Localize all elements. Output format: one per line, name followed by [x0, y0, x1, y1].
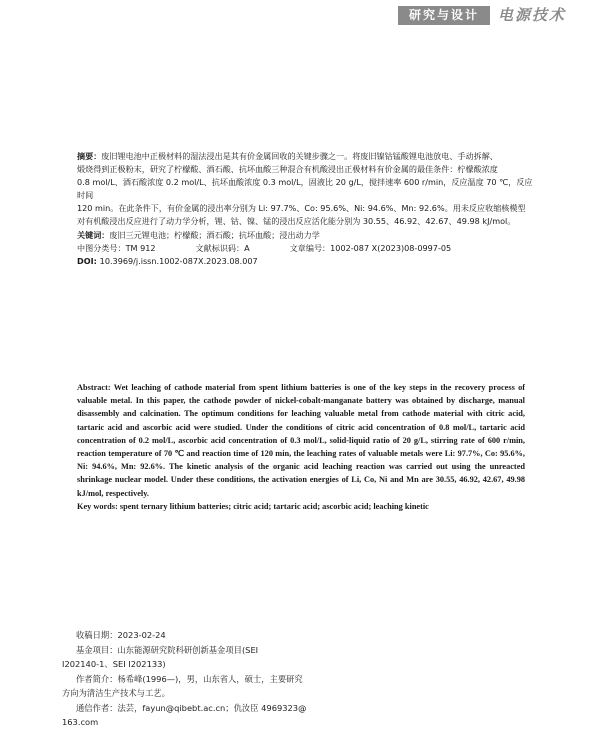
author-line-1: 作者简介：杨希峰(1996—)，男，山东省人，硕士，主要研究 [76, 673, 303, 684]
cn-abstract-line-3: 0.8 mol/L、酒石酸浓度 0.2 mol/L、抗坏血酸浓度 0.3 mol/L，固液比 20 g/L，搅拌速率 600 r/min，反应温度 70 ℃，反应时间 [77, 177, 533, 201]
cn-classification-line [77, 242, 537, 255]
author-line-2: 方向为清洁生产技术与工艺。 [62, 688, 170, 698]
document-code: 文献标识码：A [195, 242, 250, 253]
clc-number: 中图分类号：TM 912 [77, 242, 156, 253]
cn-abstract-label: 摘要： [77, 151, 102, 161]
en-abstract-body: Abstract: Wet leaching of cathode material from spent lithium batteries is one of the key steps in the recovery process of valuable metal. In this paper, the cathode powder of nickel-cobalt-manganate battery was obtained by discharge, manual disassembly and calcination. The optimum conditions for leaching valuable metal from cathode material with citric acid, tartaric acid and ascorbic acid were studied. Under the conditions of citric acid concentration of 0.8 mol/L, tartaric acid concentration of 0.2 mol/L, ascorbic acid concentration of 0.3 mol/L, solid-liquid ratio of 20 g/L, stirring rate of 600 r/min, reaction temperature of 70 ℃ and reaction time of 120 min, the leaching rates of valuable metals were Li: 97.7%, Co: 95.6%, Ni: 94.6%, Mn: 92.6%. The kinetic analysis of the organic acid leaching reaction was carried out using the unreacted shrinkage nuclear model. Under these conditions, the activation energies of Li, Co, Ni and Mn are 30.55, 46.92, 42.67, 49.98 kJ/mol, respectively. [77, 383, 525, 498]
fund-line-2: I202140-1、SEI I202133) [62, 659, 166, 669]
page-header [398, 0, 600, 30]
journal-brand: 电源技术 [498, 6, 567, 24]
english-abstract [77, 381, 525, 513]
cn-keywords: 关键词：废旧三元锂电池；柠檬酸；酒石酸；抗坏血酸；浸出动力学 [77, 229, 320, 240]
cn-abstract-line-1: 摘要：废旧锂电池中正极材料的湿法浸出是其有价金属回收的关键步骤之一。将废旧镍钴锰酸锂电池放电、手动拆解、 [77, 151, 498, 161]
en-abstract-label: Abstract: [77, 383, 111, 392]
en-keywords-label: Key words: [77, 501, 118, 511]
article-number: 文章编号：1002-087 X(2023)08-0997-05 [289, 242, 452, 253]
cn-keywords-label: 关键词： [77, 229, 110, 240]
received-date: 收稿日期：2023-02-24 [76, 630, 166, 640]
article-footnote [62, 628, 307, 730]
cn-abstract-line-2: 煅烧得到正极粉末，研究了柠檬酸、酒石酸、抗坏血酸三种混合有机酸浸出正极材料有价金属的最佳条件：柠檬酸浓度 [77, 164, 498, 175]
doi-line: DOI: 10.3969/j.issn.1002-087X.2023.08.007 [77, 255, 258, 266]
fund-line-1: 基金项目：山东能源研究院科研创新基金项目(SEI [76, 644, 259, 655]
cn-abstract-line-5: 对有机酸浸出反应进行了动力学分析，锂、钴、镍、锰的浸出反应活化能分别为 30.55、46.92、42.67、49.98 kJ/mol。 [77, 216, 516, 227]
section-label: 研究与设计 [398, 6, 490, 25]
en-keywords: Key words: spent ternary lithium batteries; citric acid; tartaric acid; ascorbic acid; leaching kinetic [77, 501, 429, 511]
chinese-abstract [77, 150, 537, 268]
corresponding-line-2: 163.com [62, 717, 99, 727]
cn-abstract-line-4: 120 min。在此条件下，有价金属的浸出率分别为 Li: 97.7%、Co: 95.6%、Ni: 94.6%、Mn: 92.6%。用未反应收缩核模型 [77, 203, 526, 214]
corresponding-line-1: 通信作者：法芸，fayun@qibebt.ac.cn；仇汝臣 4969323@ [76, 702, 307, 713]
